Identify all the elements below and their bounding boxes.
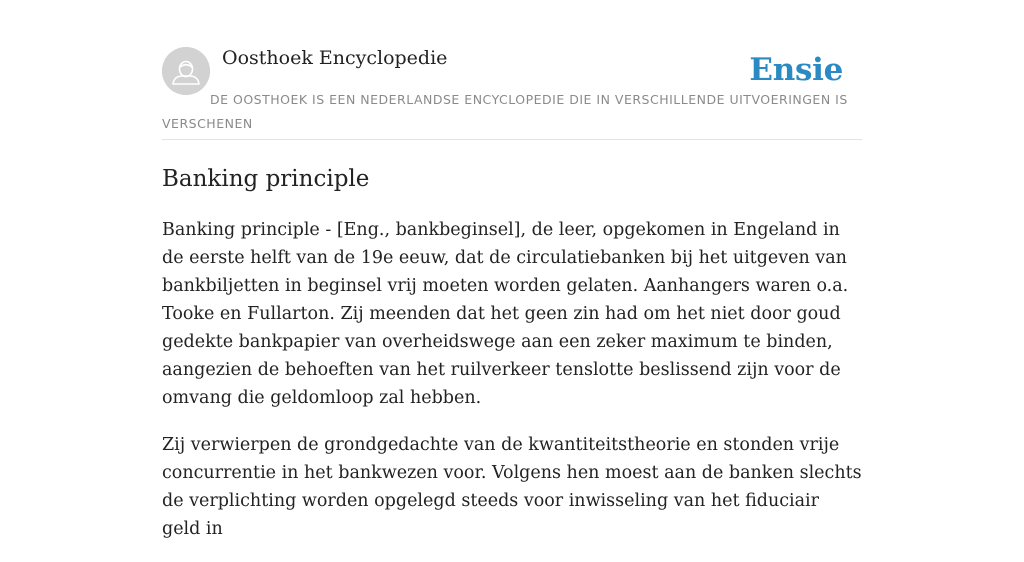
- article-title: Banking principle: [162, 166, 370, 192]
- source-description: DE OOSTHOEK IS EEN NEDERLANDSE ENCYCLOPEDIE DIE IN VERSCHILLENDE UITVOERINGEN IS VERSCHENEN: [162, 92, 848, 131]
- page: [162, 0, 862, 539]
- source-title-link[interactable]: Oosthoek Encyclopedie: [222, 47, 448, 69]
- header-divider: [162, 139, 862, 140]
- ensie-logo-link[interactable]: Ensie: [749, 52, 843, 88]
- article-body: [162, 216, 862, 562]
- article-paragraph-1: Banking principle - [Eng., bankbeginsel], de leer, opgekomen in Engeland in de eerste helft van de 19e eeuw, dat de circulatiebanken bij het uitgeven van bankbiljetten in beginsel vrij moeten worden gelaten. Aanhangers waren o.a. Tooke en Fullarton. Zij meenden dat het geen zin had om het niet door goud gedekte bankpapier van overheidswege aan een zeker maximum te binden, aangezien de behoeften van het ruilverkeer tenslotte beslissend zijn voor de omvang die geldomloop zal hebben.: [162, 220, 849, 408]
- article-paragraph-2: Zij verwierpen de grondgedachte van de kwantiteitstheorie en stonden vrije concurrentie in het bankwezen voor. Volgens hen moest aan de banken slechts de verplichting worden opgelegd steeds voor inwisseling van het fiduciair geld in: [162, 435, 862, 539]
